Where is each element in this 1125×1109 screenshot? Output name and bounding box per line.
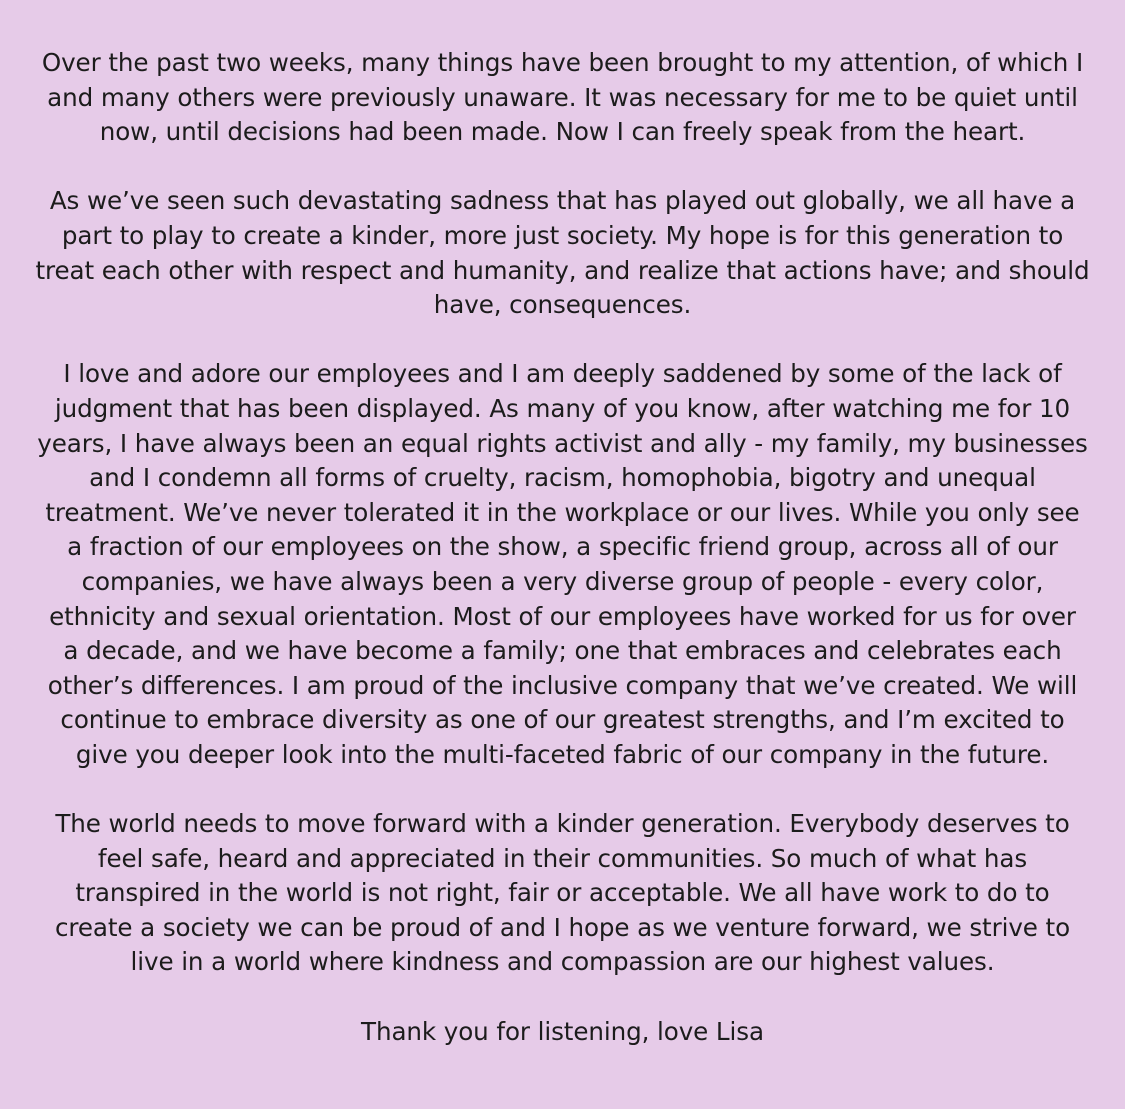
text-line: continue to embrace diversity as one of our greatest strengths, and I’m excited to bbox=[60, 705, 1065, 735]
text-line: companies, we have always been a very diverse group of people - every color, bbox=[81, 566, 1044, 596]
paragraph-employees bbox=[30, 357, 1095, 772]
paragraph-gap bbox=[30, 980, 1095, 1015]
text-line: now, until decisions had been made. Now I can freely speak from the heart. bbox=[99, 117, 1026, 147]
text-line: feel safe, heard and appreciated in their communities. So much of what has bbox=[97, 843, 1028, 873]
paragraph-gap bbox=[30, 772, 1095, 807]
text-line: treat each other with respect and humanity, and realize that actions have; and should bbox=[35, 255, 1090, 285]
text-line: years, I have always been an equal rights activist and ally - my family, my businesses bbox=[37, 428, 1088, 458]
text-line: other’s differences. I am proud of the inclusive company that we’ve created. We will bbox=[47, 670, 1078, 700]
text-line: I love and adore our employees and I am deeply saddened by some of the lack of bbox=[63, 359, 1062, 389]
text-line: give you deeper look into the multi-faceted fabric of our company in the future. bbox=[75, 739, 1050, 769]
text-line: transpired in the world is not right, fair or acceptable. We all have work to do to bbox=[75, 878, 1050, 908]
text-line: treatment. We’ve never tolerated it in the workplace or our lives. While you only see bbox=[45, 497, 1080, 527]
paragraph-intro bbox=[30, 46, 1095, 150]
signoff-line: Thank you for listening, love Lisa bbox=[361, 1016, 764, 1046]
text-line: live in a world where kindness and compassion are our highest values. bbox=[130, 947, 995, 977]
text-line: As we’ve seen such devastating sadness that has played out globally, we all have a bbox=[49, 186, 1076, 216]
text-line: and I condemn all forms of cruelty, racism, homophobia, bigotry and unequal bbox=[89, 463, 1036, 493]
text-line: and many others were previously unaware. It was necessary for me to be quiet until bbox=[47, 82, 1078, 112]
text-line: ethnicity and sexual orientation. Most of our employees have worked for us for over bbox=[49, 601, 1076, 631]
paragraph-society bbox=[30, 184, 1095, 322]
paragraph-gap bbox=[30, 150, 1095, 185]
paragraph-signoff bbox=[30, 1015, 1095, 1050]
text-line: judgment that has been displayed. As many of you know, after watching me for 10 bbox=[54, 393, 1071, 423]
paragraph-kinder-generation bbox=[30, 807, 1095, 980]
text-line: Over the past two weeks, many things have been brought to my attention, of which I bbox=[41, 48, 1084, 77]
text-line: part to play to create a kinder, more just society. My hope is for this generation to bbox=[61, 220, 1064, 250]
text-line: have, consequences. bbox=[433, 290, 692, 320]
text-line: a decade, and we have become a family; one that embraces and celebrates each bbox=[63, 636, 1062, 666]
text-line: a fraction of our employees on the show, a specific friend group, across all of our bbox=[67, 532, 1058, 562]
text-line: The world needs to move forward with a kinder generation. Everybody deserves to bbox=[55, 809, 1070, 839]
paragraph-gap bbox=[30, 323, 1095, 358]
text-line: create a society we can be proud of and I hope as we venture forward, we strive to bbox=[54, 912, 1071, 942]
